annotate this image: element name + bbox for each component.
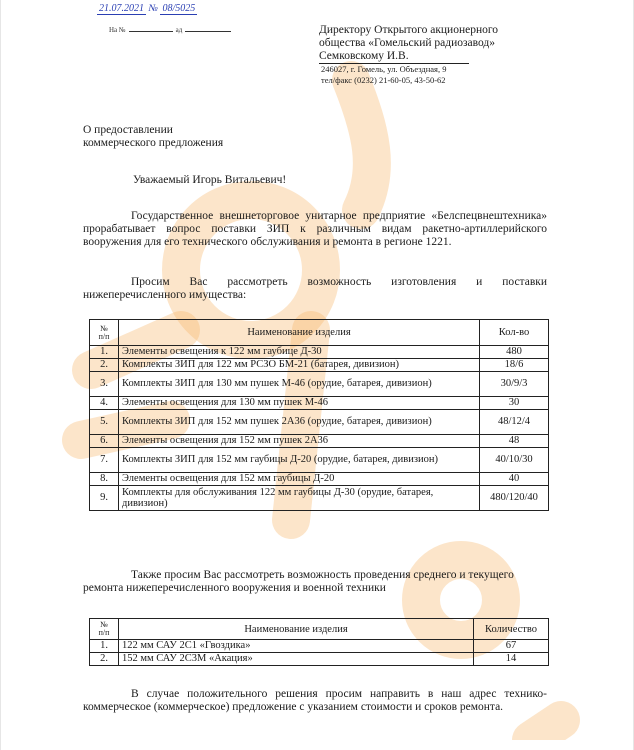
row-number: 8.	[90, 473, 119, 486]
row-quantity: 480/120/40	[480, 486, 549, 511]
table-row	[90, 435, 549, 448]
reference-date: 21.07.2021	[99, 3, 144, 14]
row-number: 1.	[90, 640, 119, 653]
column-header-name: Наименование изделия	[119, 619, 474, 640]
addressee-line-1: Директору Открытого акционерного	[319, 24, 499, 36]
row-item-name: Элементы освещения для 152 мм гаубицы Д-20	[119, 473, 480, 486]
table-header-row	[90, 320, 549, 346]
row-item-name: Комплекты ЗИП для 130 мм пушек М-46 (орудие, батарея, дивизион)	[119, 372, 480, 397]
addressee-line-2: общества «Гомельский радиозавод»	[319, 37, 496, 49]
row-number: 3.	[90, 372, 119, 397]
table-row	[90, 397, 549, 410]
table-row	[90, 473, 549, 486]
row-number: 9.	[90, 486, 119, 511]
incoming-ref-blank-2	[185, 31, 231, 32]
row-item-name: Элементы освещения к 122 мм гаубице Д-30	[119, 346, 480, 359]
row-quantity: 30/9/3	[480, 372, 549, 397]
row-quantity: 40/10/30	[480, 448, 549, 473]
column-header-quantity: Кол-во	[480, 320, 549, 346]
row-number: 4.	[90, 397, 119, 410]
addressee-block	[319, 24, 569, 64]
column-header-quantity: Количество	[474, 619, 549, 640]
outgoing-reference	[97, 3, 197, 15]
table-row	[90, 410, 549, 435]
paragraph-repair-request: Также просим Вас рассмотреть возможность проведения среднего и текущего ремонта нижеперечисленного вооружения и военной техники	[83, 569, 514, 595]
addressee-address	[321, 64, 446, 86]
incoming-ref-mid: ад	[175, 26, 183, 34]
row-item-name: Элементы освещения для 130 мм пушек М-46	[119, 397, 480, 410]
row-number: 6.	[90, 435, 119, 448]
row-item-name: Комплекты ЗИП для 152 мм пушек 2А36 (орудие, батарея, дивизион)	[119, 410, 480, 435]
row-number: 5.	[90, 410, 119, 435]
repair-items-table	[89, 618, 549, 666]
row-quantity: 480	[480, 346, 549, 359]
row-quantity: 14	[474, 653, 549, 666]
row-item-name: Комплекты ЗИП для 122 мм РСЗО БМ-21 (батарея, дивизион)	[119, 359, 480, 372]
paragraph-intro: Государственное внешнеторговое унитарное предприятие «Белспецвнештехника» прорабатывает вопрос поставки ЗИП к различным видам ракетно-артиллерийского вооружения для его технического обслуживания и ремонта в регионе 1221.	[83, 210, 547, 249]
table-row	[90, 653, 549, 666]
column-header-name: Наименование изделия	[119, 320, 480, 346]
row-item-name: 122 мм САУ 2С1 «Гвоздика»	[119, 640, 474, 653]
row-number: 7.	[90, 448, 119, 473]
header-num-abbr: п/п	[98, 628, 110, 637]
row-quantity: 48	[480, 435, 549, 448]
column-header-number	[90, 619, 119, 640]
addressee-line-3: Семковскому И.В.	[319, 50, 469, 64]
row-quantity: 67	[474, 640, 549, 653]
greeting: Уважаемый Игорь Витальевич!	[133, 174, 287, 186]
paragraph-closing: В случае положительного решения просим направить в наш адрес технико-коммерческое (коммерческое) предложение с указанием стоимости и сроков ремонта.	[83, 688, 547, 714]
reference-number: 08/5025	[162, 3, 196, 14]
supply-items-table	[89, 319, 549, 511]
header-num-abbr: п/п	[98, 331, 110, 341]
table-row	[90, 486, 549, 511]
table-row	[90, 346, 549, 359]
paragraph-request: Просим Вас рассмотреть возможность изготовления и поставки нижеперечисленного имущества:	[83, 276, 547, 302]
row-item-name: Комплекты ЗИП для 152 мм гаубицы Д-20 (орудие, батарея, дивизион)	[119, 448, 480, 473]
row-item-name: 152 мм САУ 2С3М «Акация»	[119, 653, 474, 666]
row-item-name: Комплекты для обслуживания 122 мм гаубицы Д-30 (орудие, батарея, дивизион)	[119, 486, 480, 511]
address-line-1: 246027, г. Гомель, ул. Объездная, 9	[321, 64, 447, 74]
row-item-name: Элементы освещения для 152 мм пушек 2А36	[119, 435, 480, 448]
subject-line-1: О предоставлении	[83, 124, 173, 136]
row-number: 1.	[90, 346, 119, 359]
address-line-2: тел/факс (0232) 21-60-05, 43-50-62	[321, 75, 446, 85]
table-row	[90, 640, 549, 653]
row-number: 2.	[90, 653, 119, 666]
table-row	[90, 448, 549, 473]
row-number: 2.	[90, 359, 119, 372]
column-header-number	[90, 320, 119, 346]
row-quantity: 30	[480, 397, 549, 410]
reference-number-prefix: №	[148, 3, 158, 14]
row-quantity: 40	[480, 473, 549, 486]
table-row	[90, 372, 549, 397]
table-row	[90, 359, 549, 372]
incoming-ref-prefix: На №	[109, 26, 126, 34]
incoming-reference	[109, 26, 234, 34]
row-quantity: 48/12/4	[480, 410, 549, 435]
letter-subject	[83, 124, 343, 150]
subject-line-2: коммерческого предложения	[83, 137, 224, 149]
header-num-symbol: №	[100, 620, 108, 629]
header-num-symbol: №	[100, 323, 108, 333]
table-header-row	[90, 619, 549, 640]
row-quantity: 18/6	[480, 359, 549, 372]
incoming-ref-blank	[129, 31, 173, 32]
